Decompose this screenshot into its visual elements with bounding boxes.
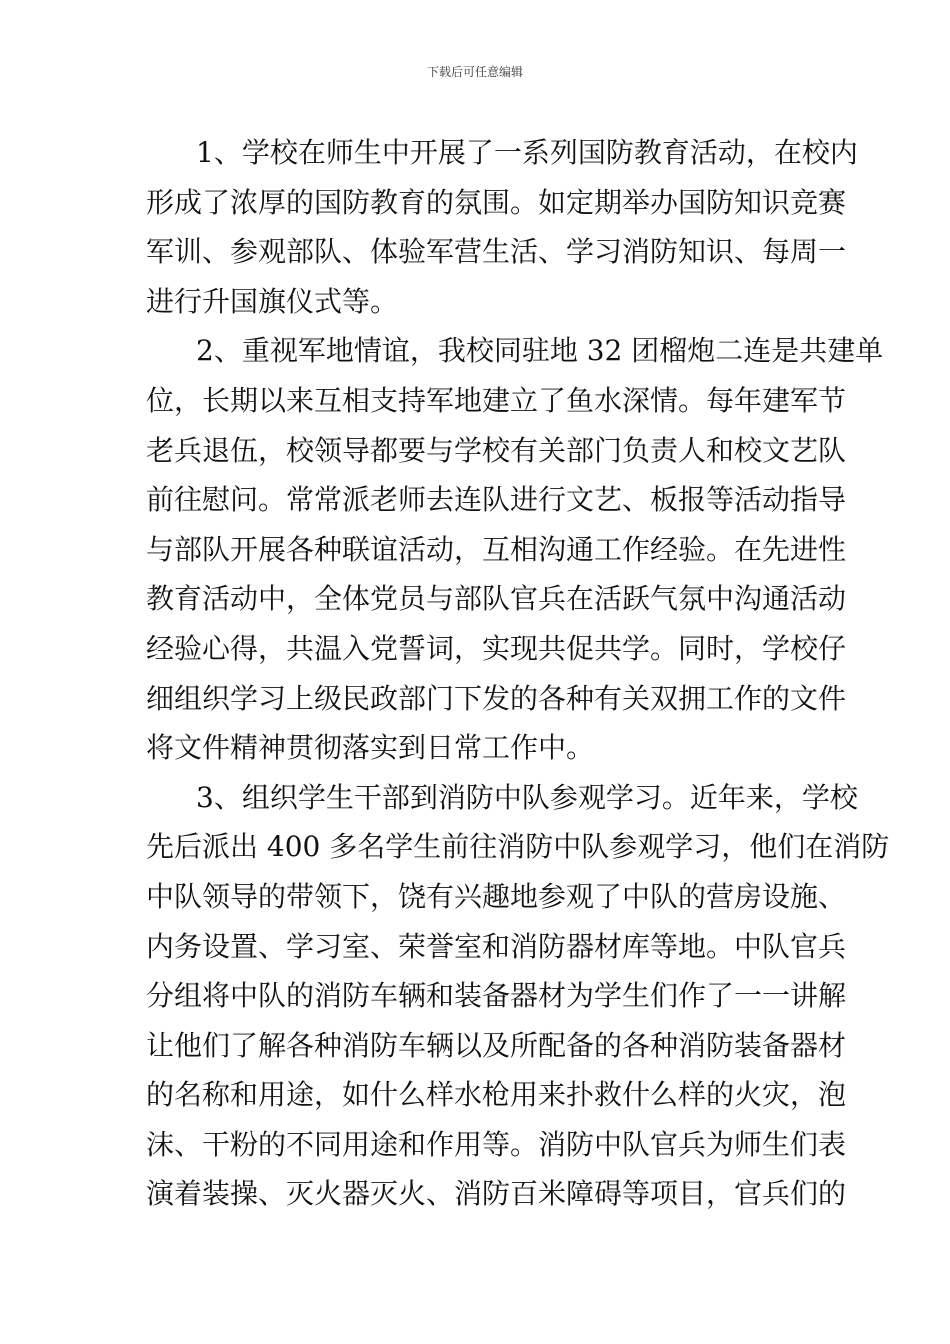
text-line: 老兵退伍，校领导都要与学校有关部门负责人和校文艺队 [146,433,847,467]
text-line: 分组将中队的消防车辆和装备器材为学生们作了一一讲解 [146,979,847,1013]
text-line: 的名称和用途，如什么样水枪用来扑救什么样的火灾，泡 [146,1078,847,1112]
text-line: 中队领导的带领下，饶有兴趣地参观了中队的营房设施、 [146,879,847,913]
text-line: 位，长期以来互相支持军地建立了鱼水深情。每年建军节 [146,383,847,417]
text-line: 将文件精神贯彻落实到日常工作中。 [146,731,595,765]
text-line: 1、学校在师生中开展了一系列国防教育活动，在校内 [196,136,858,169]
page-header-note: 下载后可任意编辑 [426,65,523,79]
text-line: 军训、参观部队、体验军营生活、学习消防知识、每周一 [146,235,847,269]
text-line: 先后派出 400 多名学生前往消防中队参观学习，他们在消防 [146,830,890,864]
text-line: 教育活动中，全体党员与部队官兵在活跃气氛中沟通活动 [146,582,847,616]
text-line: 经验心得，共温入党誓词，实现共促共学。同时，学校仔 [146,631,847,665]
text-line: 3、组织学生干部到消防中队参观学习。近年来，学校 [196,780,858,814]
document-body [146,128,890,1219]
text-line: 形成了浓厚的国防教育的氛围。如定期举办国防知识竞赛 [146,185,847,219]
text-line: 演着装操、灭火器灭火、消防百米障碍等项目，官兵们的 [146,1177,847,1211]
text-line: 前往慰问。常常派老师去连队进行文艺、板报等活动指导 [146,483,847,517]
text-line: 进行升国旗仪式等。 [146,284,399,318]
paragraph-1 [146,128,858,326]
text-line: 细组织学习上级民政部门下发的各种有关双拥工作的文件 [146,681,847,715]
paragraph-2 [146,326,884,772]
text-line: 内务设置、学习室、荣誉室和消防器材库等地。中队官兵 [146,929,847,963]
text-line: 2、重视军地情谊，我校同驻地 32 团榴炮二连是共建单 [196,334,884,368]
text-line: 与部队开展各种联谊活动，互相沟通工作经验。在先进性 [146,532,847,566]
text-line: 让他们了解各种消防车辆以及所配备的各种消防装备器材 [146,1028,847,1062]
paragraph-3 [146,773,890,1219]
text-line: 沫、干粉的不同用途和作用等。消防中队官兵为师生们表 [146,1127,847,1161]
